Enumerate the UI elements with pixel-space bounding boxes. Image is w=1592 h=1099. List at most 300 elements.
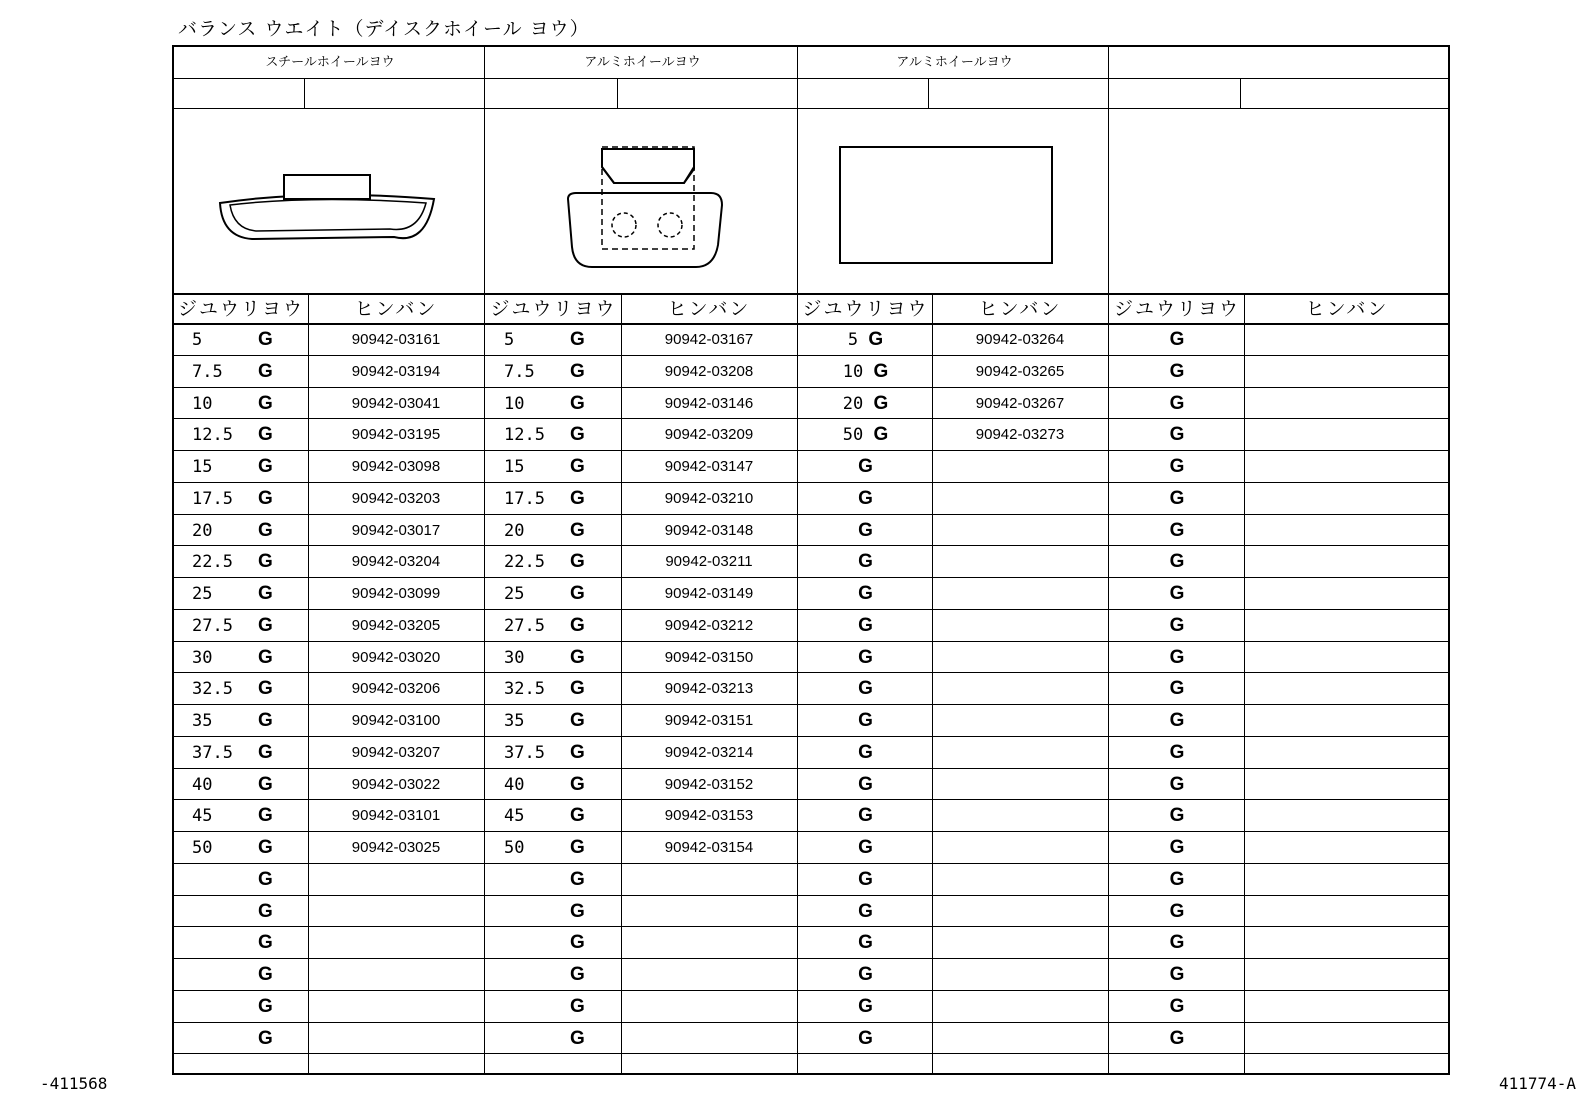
weight-unit: G — [1169, 773, 1185, 795]
weight-unit: G — [858, 964, 873, 985]
weight-unit: G — [1169, 868, 1185, 890]
weight-value: 7.5 — [192, 361, 223, 382]
weight-unit: G — [858, 932, 873, 954]
part-number-cell — [621, 991, 797, 1023]
part-number-cell — [1244, 832, 1450, 864]
weight-cell — [799, 991, 932, 1023]
weight-value: 20 — [192, 520, 213, 541]
weight-unit: G — [858, 741, 873, 763]
weight-unit: G — [258, 868, 273, 890]
group-header-alu-2: アルミホイールヨウ — [896, 55, 1013, 70]
weight-cell — [192, 896, 302, 928]
part-number-cell: 90942-03020 — [351, 648, 441, 666]
weight-unit: G — [258, 995, 273, 1017]
part-number-cell: 90942-03101 — [351, 807, 441, 825]
weight-cell — [504, 483, 615, 515]
weight-unit: G — [570, 900, 585, 922]
weight-unit: G — [570, 487, 585, 509]
part-number-cell: 90942-03161 — [351, 331, 441, 348]
part-number-cell — [1244, 610, 1450, 642]
weight-cell — [504, 927, 615, 959]
weight-unit: G — [258, 964, 273, 985]
weight-cell — [192, 769, 302, 801]
weight-unit: G — [858, 900, 873, 922]
part-number-cell: 90942-03152 — [664, 775, 754, 793]
weight-unit: G — [258, 329, 273, 350]
part-number-cell — [932, 705, 1108, 737]
weight-unit: G — [570, 646, 585, 668]
part-number-cell — [932, 1023, 1108, 1055]
weight-value: 45 — [192, 806, 213, 827]
part-number-cell — [1244, 356, 1450, 388]
part-number-cell — [1244, 991, 1450, 1023]
part-number-cell: 90942-03153 — [664, 807, 754, 825]
weight-unit: G — [570, 964, 585, 985]
weight-unit: G — [258, 710, 273, 731]
part-number-cell: 90942-03212 — [664, 616, 754, 634]
part-number-cell: 90942-03041 — [351, 394, 441, 412]
weight-cell — [504, 356, 615, 388]
weight-cell — [799, 896, 932, 928]
group-header-alu-1: アルミホイールヨウ — [584, 55, 701, 70]
weight-value: 10 — [842, 361, 864, 382]
weight-value: 20 — [842, 393, 864, 414]
weight-cell — [192, 864, 302, 896]
part-number-cell — [1244, 896, 1450, 928]
weight-unit: G — [873, 424, 889, 446]
weight-cell — [504, 896, 615, 928]
weight-value: 50 — [842, 425, 864, 446]
part-number-cell: 90942-03211 — [665, 553, 753, 571]
weight-cell — [799, 388, 932, 420]
part-number-cell — [308, 1023, 484, 1055]
part-number-cell — [1244, 927, 1450, 959]
part-number-cell — [1244, 800, 1450, 832]
part-number-cell: 90942-03203 — [351, 489, 441, 507]
weight-value: 32.5 — [192, 679, 233, 700]
weight-cell — [799, 356, 932, 388]
weight-cell — [192, 451, 302, 483]
part-number-cell: 90942-03273 — [975, 426, 1065, 444]
weight-unit: G — [258, 519, 273, 541]
weight-cell — [192, 959, 302, 991]
part-number-cell — [1244, 451, 1450, 483]
weight-cell — [799, 324, 932, 356]
weight-value: 45 — [504, 806, 525, 827]
weight-unit: G — [258, 424, 273, 446]
alu-clip-weight-illustration — [546, 109, 746, 295]
weight-unit: G — [1169, 329, 1185, 350]
weight-value: 17.5 — [192, 488, 233, 509]
weight-value: 50 — [504, 838, 525, 858]
weight-unit: G — [570, 868, 585, 890]
part-number-cell — [1244, 642, 1450, 674]
weight-unit: G — [258, 1027, 273, 1049]
part-number-cell — [1244, 864, 1450, 896]
weight-value: 27.5 — [504, 615, 545, 636]
part-number-cell — [1244, 578, 1450, 610]
weight-cell — [504, 769, 615, 801]
part-number-cell: 90942-03022 — [351, 775, 441, 793]
part-number-cell — [308, 959, 484, 991]
weight-unit: G — [570, 837, 585, 858]
part-number-cell: 90942-03195 — [351, 426, 441, 444]
weight-cell — [799, 959, 932, 991]
part-number-cell — [932, 737, 1108, 769]
weight-cell — [192, 578, 302, 610]
weight-unit: G — [1169, 424, 1185, 446]
weight-value: 27.5 — [192, 615, 233, 636]
part-number-cell: 90942-03149 — [664, 585, 754, 602]
weight-value: 15 — [192, 457, 213, 477]
weight-unit: G — [570, 329, 585, 350]
weight-cell — [504, 610, 615, 642]
part-number-cell — [1244, 1023, 1450, 1055]
weight-unit: G — [1169, 1027, 1185, 1049]
weight-cell — [799, 769, 932, 801]
weight-unit: G — [858, 995, 873, 1017]
weight-unit: G — [258, 392, 273, 414]
balance-weight-table — [172, 45, 1450, 1075]
part-number-cell: 90942-03213 — [664, 680, 754, 698]
weight-unit: G — [258, 932, 273, 954]
weight-unit: G — [258, 360, 273, 382]
document-title: バランス ウエイト（デイスクホイール ヨウ） — [178, 18, 590, 40]
weight-cell — [192, 546, 302, 578]
weight-unit: G — [858, 583, 873, 604]
weight-cell — [799, 419, 932, 451]
weight-unit: G — [570, 614, 585, 636]
weight-unit: G — [1169, 456, 1185, 477]
part-number-cell — [1244, 737, 1450, 769]
part-number-cell — [1244, 546, 1450, 578]
weight-cell — [192, 610, 302, 642]
weight-cell — [192, 705, 302, 737]
weight-unit: G — [858, 805, 873, 827]
weight-cell — [504, 705, 615, 737]
weight-unit: G — [873, 392, 889, 414]
part-number-cell — [308, 896, 484, 928]
part-number-cell — [621, 864, 797, 896]
weight-value: 7.5 — [504, 361, 535, 382]
weight-cell — [799, 578, 932, 610]
part-number-cell: 90942-03148 — [664, 521, 754, 539]
part-number-cell: 90942-03151 — [664, 712, 754, 729]
weight-unit: G — [858, 868, 873, 890]
part-number-cell — [932, 959, 1108, 991]
weight-header-4: ジユウリヨウ — [1113, 298, 1240, 320]
weight-unit: G — [873, 360, 889, 382]
weight-value: 5 — [504, 330, 515, 350]
weight-unit: G — [258, 741, 273, 763]
weight-unit: G — [868, 329, 884, 350]
part-number-cell — [932, 800, 1108, 832]
weight-unit: G — [570, 710, 585, 731]
weight-cell — [504, 1023, 615, 1055]
weight-cell — [504, 737, 615, 769]
weight-value: 35 — [192, 711, 213, 731]
weight-cell — [504, 451, 615, 483]
weight-cell — [192, 642, 302, 674]
weight-unit: G — [858, 678, 873, 700]
weight-cell — [799, 483, 932, 515]
weight-cell — [504, 388, 615, 420]
part-header-2: ヒンバン — [667, 298, 751, 320]
weight-unit: G — [258, 805, 273, 827]
part-number-cell — [1244, 324, 1450, 356]
weight-cell — [799, 832, 932, 864]
part-number-cell — [1244, 419, 1450, 451]
weight-value: 5 — [192, 330, 203, 350]
part-number-cell: 90942-03025 — [351, 839, 441, 856]
part-number-cell — [932, 832, 1108, 864]
weight-unit: G — [1169, 900, 1185, 922]
part-number-cell — [932, 578, 1108, 610]
part-number-cell: 90942-03265 — [975, 362, 1065, 380]
weight-value: 40 — [504, 774, 525, 795]
part-header-1: ヒンバン — [354, 298, 438, 320]
weight-cell — [799, 800, 932, 832]
adhesive-weight-illustration — [834, 109, 1074, 295]
weight-unit: G — [570, 456, 585, 477]
weight-cell — [504, 324, 615, 356]
weight-cell — [504, 864, 615, 896]
weight-unit: G — [258, 456, 273, 477]
weight-unit: G — [570, 551, 585, 573]
weight-value: 12.5 — [192, 425, 233, 446]
weight-cell — [504, 419, 615, 451]
weight-unit: G — [1169, 487, 1185, 509]
weight-unit: G — [858, 710, 873, 731]
weight-value: 10 — [504, 393, 525, 414]
weight-value: 15 — [504, 457, 525, 477]
weight-cell — [192, 800, 302, 832]
weight-cell — [799, 546, 932, 578]
part-number-cell: 90942-03204 — [351, 553, 441, 571]
part-number-cell — [621, 896, 797, 928]
weight-unit: G — [1169, 964, 1185, 985]
weight-value: 37.5 — [192, 742, 233, 763]
part-number-cell — [932, 864, 1108, 896]
weight-unit: G — [1169, 837, 1185, 858]
part-number-cell — [932, 769, 1108, 801]
part-number-cell: 90942-03264 — [975, 331, 1065, 348]
weight-cell — [799, 705, 932, 737]
part-number-cell — [932, 451, 1108, 483]
part-number-cell — [932, 515, 1108, 547]
weight-unit: G — [1169, 995, 1185, 1017]
part-number-cell: 90942-03194 — [351, 362, 441, 380]
part-number-cell — [932, 927, 1108, 959]
part-number-cell: 90942-03147 — [664, 458, 754, 475]
weight-cell — [504, 578, 615, 610]
weight-unit: G — [570, 424, 585, 446]
part-number-cell: 90942-03154 — [664, 839, 754, 856]
part-number-cell — [932, 896, 1108, 928]
weight-cell — [192, 991, 302, 1023]
weight-value: 22.5 — [504, 552, 545, 573]
weight-unit: G — [258, 487, 273, 509]
weight-unit: G — [1169, 583, 1185, 604]
weight-cell — [799, 642, 932, 674]
weight-cell — [504, 800, 615, 832]
part-number-cell — [1244, 769, 1450, 801]
part-number-cell: 90942-03100 — [351, 712, 441, 729]
part-number-cell — [1244, 705, 1450, 737]
weight-cell — [192, 388, 302, 420]
weight-cell — [192, 673, 302, 705]
part-header-4: ヒンバン — [1305, 298, 1389, 320]
weight-unit: G — [570, 519, 585, 541]
part-number-cell: 90942-03206 — [351, 680, 441, 698]
weight-unit: G — [858, 551, 873, 573]
weight-value: 25 — [192, 584, 213, 604]
weight-unit: G — [258, 837, 273, 858]
part-number-cell — [932, 991, 1108, 1023]
part-number-cell — [308, 991, 484, 1023]
weight-unit: G — [1169, 805, 1185, 827]
weight-unit: G — [1169, 392, 1185, 414]
weight-value: 30 — [192, 647, 213, 668]
part-number-cell: 90942-03099 — [351, 585, 441, 602]
weight-unit: G — [258, 614, 273, 636]
weight-cell — [799, 673, 932, 705]
weight-unit: G — [858, 519, 873, 541]
weight-unit: G — [258, 551, 273, 573]
weight-cell — [192, 483, 302, 515]
weight-cell — [504, 959, 615, 991]
clip-on-weight-illustration — [194, 109, 474, 295]
group-header-steel: スチールホイールヨウ — [265, 55, 395, 70]
part-number-cell: 90942-03167 — [664, 331, 754, 348]
weight-cell — [504, 515, 615, 547]
weight-value: 5 — [847, 330, 859, 350]
weight-unit: G — [1169, 710, 1185, 731]
weight-cell — [192, 419, 302, 451]
weight-header-1: ジユウリヨウ — [177, 298, 304, 320]
weight-cell — [799, 1023, 932, 1055]
part-number-cell: 90942-03098 — [351, 458, 441, 475]
weight-cell — [504, 673, 615, 705]
weight-cell — [192, 324, 302, 356]
part-number-cell: 90942-03207 — [351, 743, 441, 761]
part-number-cell — [621, 1023, 797, 1055]
weight-unit: G — [1169, 519, 1185, 541]
part-number-cell — [308, 927, 484, 959]
weight-cell — [192, 1023, 302, 1055]
weight-unit: G — [570, 678, 585, 700]
weight-unit: G — [1169, 551, 1185, 573]
part-number-cell — [621, 927, 797, 959]
weight-value: 25 — [504, 584, 525, 604]
part-number-cell — [1244, 959, 1450, 991]
part-number-cell — [621, 959, 797, 991]
weight-cell — [504, 546, 615, 578]
weight-header-2: ジユウリヨウ — [490, 298, 617, 320]
figure-ref-right: 411774-A — [1498, 1074, 1576, 1093]
weight-unit: G — [1169, 932, 1185, 954]
part-number-cell — [932, 610, 1108, 642]
weight-value: 30 — [504, 647, 525, 668]
part-number-cell — [1244, 515, 1450, 547]
part-number-cell: 90942-03205 — [351, 616, 441, 634]
weight-value: 17.5 — [504, 488, 545, 509]
weight-unit: G — [1169, 741, 1185, 763]
weight-cell — [192, 515, 302, 547]
part-number-cell — [932, 546, 1108, 578]
figure-ref-left: -411568 — [40, 1074, 108, 1093]
weight-cell — [504, 642, 615, 674]
part-number-cell — [1244, 673, 1450, 705]
weight-unit: G — [570, 392, 585, 414]
part-number-cell — [932, 483, 1108, 515]
weight-unit: G — [858, 837, 873, 858]
weight-unit: G — [1169, 678, 1185, 700]
weight-unit: G — [570, 773, 585, 795]
weight-unit: G — [858, 456, 873, 477]
part-number-cell — [1244, 483, 1450, 515]
part-number-cell: 90942-03267 — [975, 394, 1065, 412]
group-header-blank — [1110, 47, 1450, 79]
weight-cell — [799, 927, 932, 959]
weight-cell — [192, 356, 302, 388]
weight-cell — [799, 515, 932, 547]
weight-unit: G — [570, 741, 585, 763]
weight-value: 37.5 — [504, 742, 545, 763]
part-number-cell: 90942-03150 — [664, 648, 754, 666]
weight-cell — [799, 737, 932, 769]
weight-value: 12.5 — [504, 425, 545, 446]
part-number-cell: 90942-03017 — [351, 521, 441, 539]
weight-value: 22.5 — [192, 552, 233, 573]
weight-unit: G — [858, 773, 873, 795]
weight-value: 20 — [504, 520, 525, 541]
weight-unit: G — [570, 583, 585, 604]
weight-unit: G — [570, 1027, 585, 1049]
weight-value: 10 — [192, 393, 213, 414]
part-number-cell: 90942-03210 — [664, 489, 754, 507]
weight-unit: G — [570, 805, 585, 827]
part-number-cell: 90942-03209 — [664, 426, 754, 444]
weight-unit: G — [258, 583, 273, 604]
weight-unit: G — [858, 487, 873, 509]
weight-unit: G — [258, 773, 273, 795]
weight-unit: G — [1169, 360, 1185, 382]
part-number-cell: 90942-03214 — [664, 743, 754, 761]
part-number-cell — [308, 864, 484, 896]
weight-value: 40 — [192, 774, 213, 795]
weight-unit: G — [858, 614, 873, 636]
weight-cell — [799, 864, 932, 896]
weight-cell — [504, 991, 615, 1023]
weight-unit: G — [858, 646, 873, 668]
part-number-cell — [1244, 388, 1450, 420]
weight-cell — [192, 737, 302, 769]
weight-unit: G — [258, 646, 273, 668]
weight-value: 50 — [192, 838, 213, 858]
weight-unit: G — [570, 995, 585, 1017]
weight-value: 35 — [504, 711, 525, 731]
part-number-cell: 90942-03146 — [664, 394, 754, 412]
weight-unit: G — [858, 1027, 873, 1049]
weight-cell — [504, 832, 615, 864]
weight-header-3: ジユウリヨウ — [802, 298, 929, 320]
part-number-cell — [932, 642, 1108, 674]
weight-cell — [192, 927, 302, 959]
part-number-cell — [932, 673, 1108, 705]
part-header-3: ヒンバン — [978, 298, 1062, 320]
weight-cell — [799, 610, 932, 642]
